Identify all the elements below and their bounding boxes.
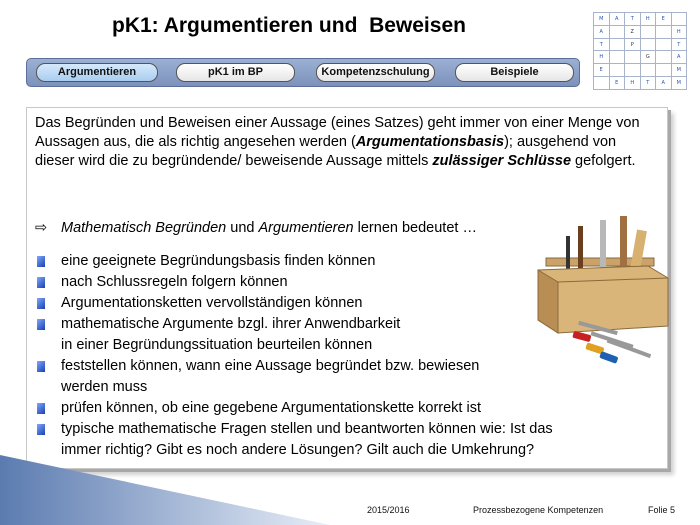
arrow-icon: ⇨: [35, 220, 48, 236]
list-item: feststellen können, wann eine Aussage begründet bzw. bewiesen werden muss: [37, 356, 553, 398]
list-item: typische mathematische Fragen stellen und beantworten können wie: Ist das immer richtig? Gibt es noch andere Lösungen? Gilt auch die Umkehrung?: [37, 419, 553, 461]
nav-button-beispiele[interactable]: Beispiele: [455, 63, 574, 82]
bullet-icon: [37, 298, 45, 309]
bullet-icon: [37, 424, 45, 435]
list-item: mathematische Argumente bzgl. ihrer Anwendbarkeit in einer Begründungssituation beurteilen können: [37, 314, 553, 356]
zulaessige-schluesse-term: zulässiger Schlüsse: [432, 153, 572, 169]
list-item: prüfen können, ob eine gegebene Argumentationskette korrekt ist: [37, 398, 553, 419]
intro-paragraph: Das Begründen und Beweisen einer Aussage (eines Satzes) geht immer von einer Menge von Aussagen aus, die als richtig angesehen werden (Argumentationsbasis); ausgehend von dieser wird die zu begründende/ beweisende Aussage mittels zulässiger Schlüsse gefolgert.: [35, 115, 640, 169]
argumentationsbasis-term: Argumentationsbasis: [355, 134, 505, 150]
footer-slide-number: Folie 5: [648, 505, 676, 515]
toolbox-image: [528, 208, 673, 368]
slide-title: pK1: Argumentieren und Beweisen: [112, 14, 466, 37]
mathe-logo: M A T H E A Z H T P T H G A E M E H T A M: [593, 12, 687, 90]
footer-topic: Prozessbezogene Kompetenzen: [473, 505, 604, 515]
nav-button-pk1-im-bp[interactable]: pK1 im BP: [176, 63, 295, 82]
decorative-wedge: [0, 455, 330, 525]
competence-list: [37, 251, 553, 461]
lead-statement: ⇨ Mathematisch Begründen und Argumentieren lernen bedeutet …: [35, 220, 477, 236]
nav-button-kompetenzschulung[interactable]: Kompetenzschulung: [316, 63, 435, 82]
navigation-bar: [26, 58, 580, 87]
list-item: Argumentationsketten vervollständigen können: [37, 293, 553, 314]
footer-year: 2015/2016: [367, 505, 410, 515]
bullet-icon: [37, 403, 45, 414]
bullet-icon: [37, 361, 45, 372]
bullet-icon: [37, 256, 45, 267]
list-item: nach Schlussregeln folgern können: [37, 272, 553, 293]
bullet-icon: [37, 319, 45, 330]
list-item: eine geeignete Begründungsbasis finden können: [37, 251, 553, 272]
bullet-icon: [37, 277, 45, 288]
nav-button-argumentieren[interactable]: Argumentieren: [36, 63, 158, 82]
